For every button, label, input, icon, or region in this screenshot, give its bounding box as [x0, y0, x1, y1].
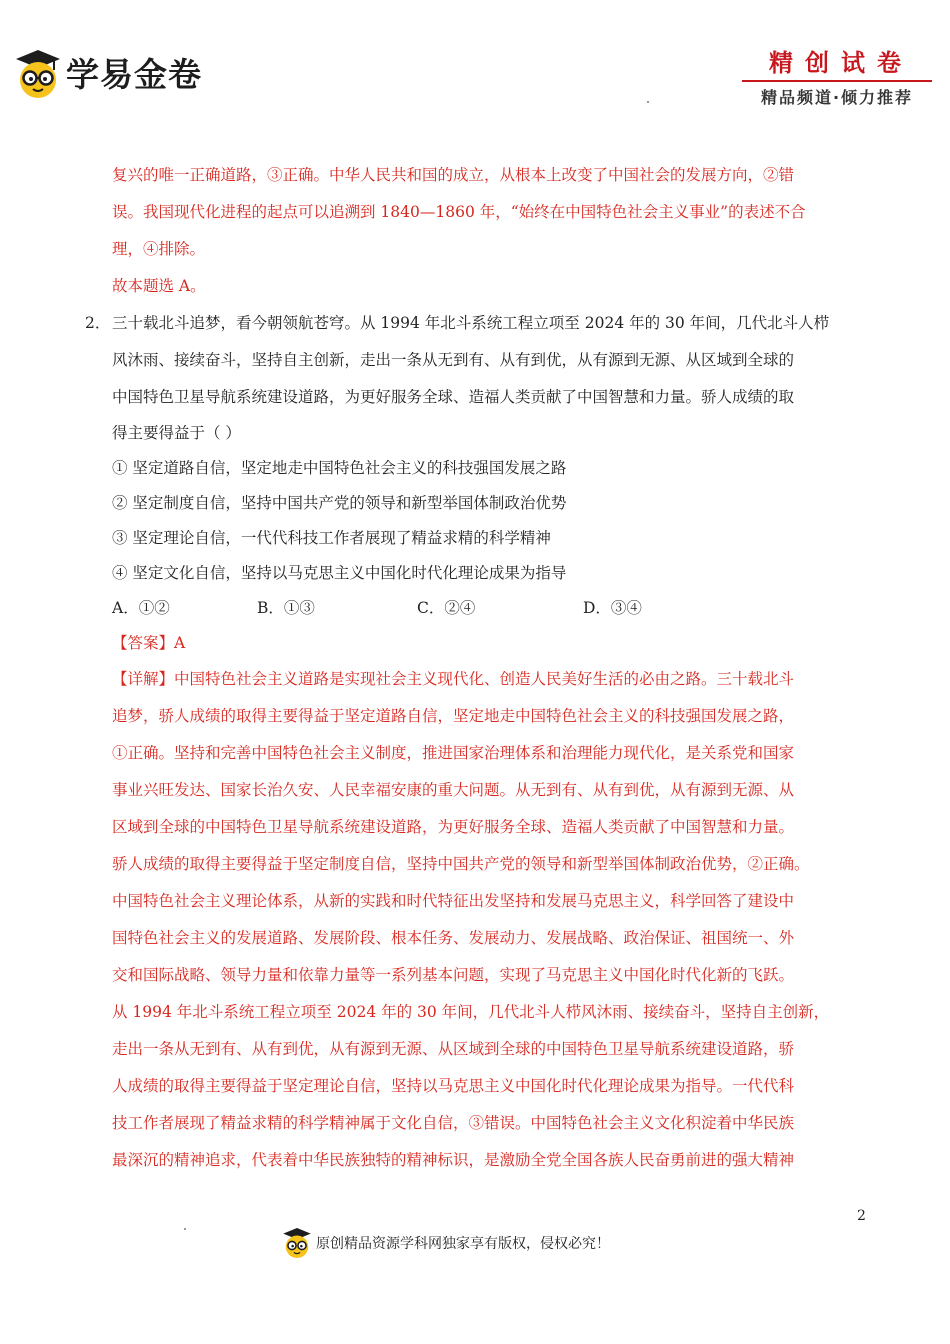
page-number: 2	[857, 1208, 866, 1224]
statement-item: ④ 坚定文化自信，坚持以马克思主义中国化时代化理论成果为指导	[112, 564, 567, 582]
answer-line	[112, 626, 852, 661]
explanation-text: 中国特色社会主义道路是实现社会主义现代化、创造人民美好生活的必由之路。三十载北斗	[174, 670, 795, 688]
option-a: A．①②	[112, 599, 170, 617]
explanation-line: 最深沉的精神追求，代表着中华民族独特的精神标识，是激励全党全国各族人民奋勇前进的强大精神	[112, 1151, 795, 1169]
explanation-line: 追梦，骄人成绩的取得主要得益于坚定道路自信，坚定地走中国特色社会主义的科技强国发展之路，	[112, 707, 795, 725]
option-b: B．①③	[257, 599, 315, 617]
explanation-label: 【详解】	[112, 670, 175, 688]
brand-subtitle: 精品频道·倾力推荐	[760, 88, 914, 107]
explanation-line: 技工作者展现了精益求精的科学精神属于文化自信，③错误。中国特色社会主义文化积淀着中华民族	[112, 1114, 795, 1132]
question-stem-text: 三十载北斗追梦，看今朝领航苍穹。从 1994 年北斗系统工程立项至 2024 年的 30 年间，几代北斗人栉	[112, 314, 830, 332]
question-stem-line	[85, 305, 852, 342]
explanation-line: 事业兴旺发达、国家长治久安、人民幸福安康的重大问题。从无到有、从有到优，从有源到无源、从	[112, 781, 795, 799]
answer-options	[112, 591, 852, 626]
explanation-line: 区域到全球的中国特色卫星导航系统建设道路，为更好服务全球、造福人类贡献了中国智慧和力量。	[112, 818, 795, 836]
option-d: D．③④	[583, 599, 642, 617]
prev-answer-line: 复兴的唯一正确道路，③正确。中华人民共和国的成立，从根本上改变了中国社会的发展方向，②错	[112, 166, 795, 184]
explanation-line	[112, 661, 852, 698]
mascot-footer-icon	[282, 1226, 312, 1260]
page-header	[0, 0, 950, 120]
question-stem-line: 风沐雨、接续奋斗，坚持自主创新，走出一条从无到有、从有到优，从有源到无源、从区域到全球的	[112, 351, 795, 369]
brand-title: 精创试卷	[769, 49, 913, 77]
brand-badge	[742, 48, 932, 108]
statement-item: ① 坚定道路自信，坚定地走中国特色社会主义的科技强国发展之路	[112, 459, 567, 477]
copyright-text: 原创精品资源学科网独家享有版权，侵权必究！	[316, 1236, 610, 1252]
question-number: 2．	[85, 314, 111, 332]
explanation-line: 走出一条从无到有、从有到优，从有源到无源、从区域到全球的中国特色卫星导航系统建设道路，骄	[112, 1040, 795, 1058]
explanation-line: 中国特色社会主义理论体系，从新的实践和时代特征出发坚持和发展马克思主义，科学回答了建设中	[112, 892, 795, 910]
explanation-line: 人成绩的取得主要得益于坚定理论自信，坚持以马克思主义中国化时代化理论成果为指导。一代代科	[112, 1077, 795, 1095]
statement-item: ② 坚定制度自信，坚持中国共产党的领导和新型举国体制政治优势	[112, 494, 567, 512]
statement-item: ③ 坚定理论自信，一代代科技工作者展现了精益求精的科学精神	[112, 529, 551, 547]
answer-label: 【答案】	[112, 634, 175, 652]
explanation-line: 国特色社会主义的发展道路、发展阶段、根本任务、发展动力、发展战略、政治保证、祖国统一、外	[112, 929, 795, 947]
explanation-line: ①正确。坚持和完善中国特色社会主义制度，推进国家治理体系和治理能力现代化，是关系党和国家	[112, 744, 795, 762]
answer-value: A	[174, 634, 186, 652]
page-footer	[282, 1226, 610, 1260]
page-content	[85, 157, 852, 1179]
explanation-line: 骄人成绩的取得主要得益于坚定制度自信，坚持中国共产党的领导和新型举国体制政治优势，②正确。	[112, 855, 810, 873]
question-stem-line: 得主要得益于（ ）	[112, 424, 241, 442]
logo-text: 学易金卷	[66, 54, 202, 94]
logo	[14, 48, 202, 100]
prev-answer-conclusion: 故本题选 A。	[112, 277, 206, 295]
speck-mark	[184, 1228, 186, 1230]
prev-answer-line: 误。我国现代化进程的起点可以追溯到 1840—1860 年，“始终在中国特色社会主义事业”的表述不合	[112, 203, 806, 221]
explanation-line: 交和国际战略、领导力量和依靠力量等一系列基本问题，实现了马克思主义中国化时代化新的飞跃。	[112, 966, 795, 984]
mascot-logo-icon	[14, 48, 62, 100]
prev-answer-line: 理，④排除。	[112, 240, 206, 258]
explanation-line: 从 1994 年北斗系统工程立项至 2024 年的 30 年间，几代北斗人栉风沐雨、接续奋斗，坚持自主创新，	[112, 1003, 830, 1021]
question-stem-line: 中国特色卫星导航系统建设道路，为更好服务全球、造福人类贡献了中国智慧和力量。骄人成绩的取	[112, 388, 795, 406]
speck-mark	[647, 101, 649, 103]
brand-divider	[742, 80, 932, 82]
option-c: C．②④	[417, 599, 476, 617]
